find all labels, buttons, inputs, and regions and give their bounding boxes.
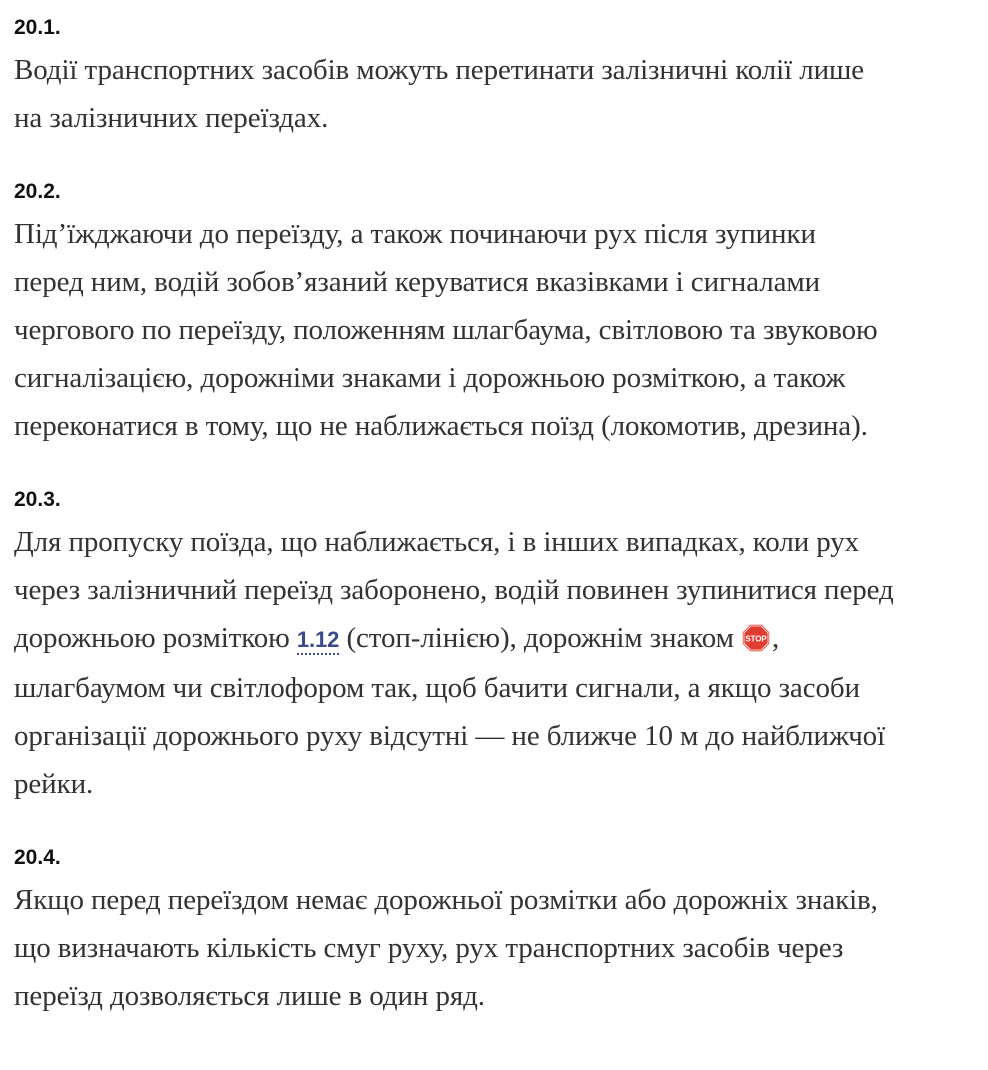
document <box>14 14 982 1020</box>
section-text <box>14 46 982 142</box>
section-number: 20.4. <box>14 846 61 869</box>
text-line: сигналізацією, дорожніми знаками і дорожньою розміткою, а також <box>14 362 846 394</box>
text-fragment: дорожньою розміткою <box>14 622 297 654</box>
section-number: 20.1. <box>14 16 61 39</box>
section-20-3 <box>14 486 982 808</box>
text-fragment: (стоп-лінією), дорожнім знаком <box>339 622 741 654</box>
text-line: перед ним, водій зобов’язаний керуватися вказівками і сигналами <box>14 266 821 298</box>
section-text <box>14 876 982 1020</box>
text-line: переконатися в тому, що не наближається поїзд (локомотив, дрезина). <box>14 410 868 442</box>
text-line: Якщо перед переїздом немає дорожньої розмітки або дорожніх знаків, <box>14 884 878 916</box>
section-number: 20.2. <box>14 180 61 203</box>
text-line: на залізничних переїздах. <box>14 102 329 134</box>
text-line: чергового по переїзду, положенням шлагбаума, світловою та звуковою <box>14 314 878 346</box>
text-line: Під’їжджаючи до переїзду, а також починаючи рух після зупинки <box>14 218 816 250</box>
section-20-2 <box>14 178 982 450</box>
section-20-4 <box>14 844 982 1020</box>
section-number: 20.3. <box>14 488 61 511</box>
text-line: організації дорожнього руху відсутні — не ближче 10 м до найближчої <box>14 720 886 752</box>
road-marking-1-12-link[interactable]: 1.12 <box>297 627 339 655</box>
section-20-1 <box>14 14 982 142</box>
text-line: що визначають кількість смуг руху, рух транспортних засобів через <box>14 932 844 964</box>
text-line: Водії транспортних засобів можуть перетинати залізничні колії лише <box>14 54 865 86</box>
text-line: через залізничний переїзд заборонено, водій повинен зупинитися перед <box>14 574 894 606</box>
section-text <box>14 518 982 808</box>
stop-sign-label: STOP <box>745 634 767 644</box>
text-line: шлагбаумом чи світлофором так, щоб бачити сигнали, а якщо засоби <box>14 672 860 704</box>
stop-sign-icon[interactable] <box>741 623 771 653</box>
text-line: рейки. <box>14 768 94 800</box>
text-line <box>14 614 982 664</box>
text-line: переїзд дозволяється лише в один ряд. <box>14 980 485 1012</box>
text-line: Для пропуску поїзда, що наближається, і в інших випадках, коли рух <box>14 526 860 558</box>
text-fragment: , <box>772 622 780 654</box>
section-text <box>14 210 982 450</box>
